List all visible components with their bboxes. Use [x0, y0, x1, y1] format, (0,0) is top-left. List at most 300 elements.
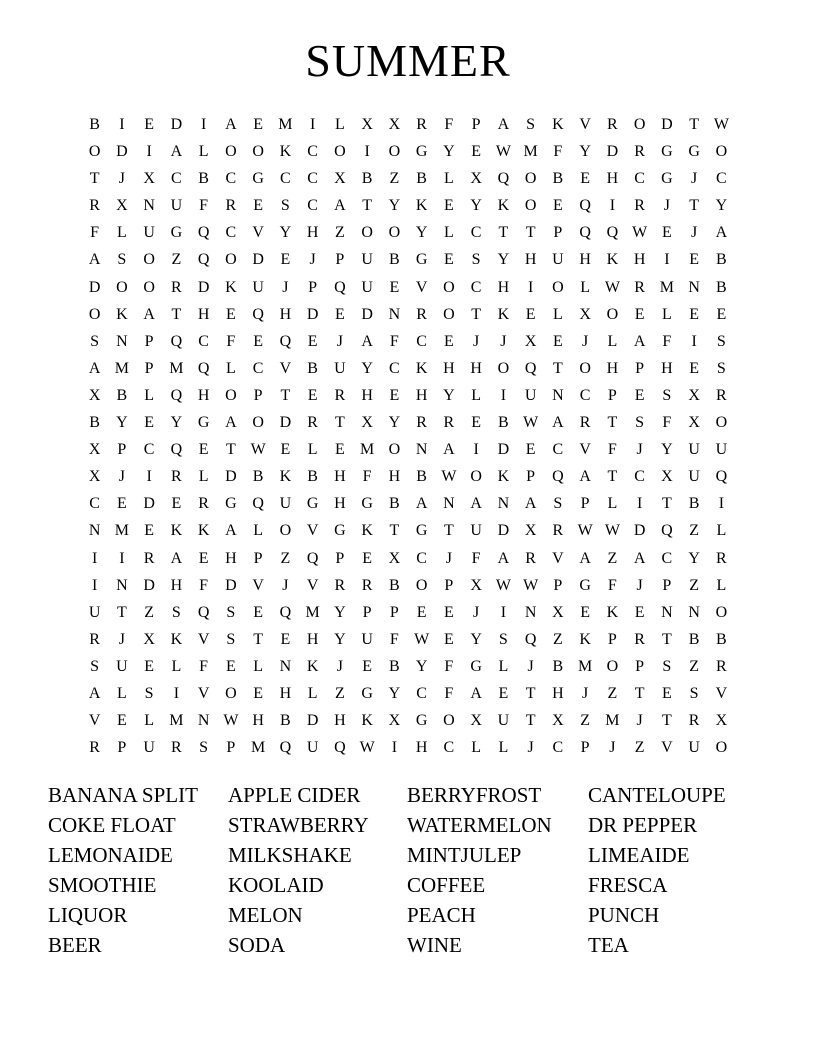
grid-cell: C — [552, 739, 564, 757]
grid-cell: N — [279, 657, 292, 675]
grid-cell: D — [661, 116, 673, 133]
grid-cell: V — [415, 278, 428, 296]
grid-cell: Q — [279, 332, 292, 350]
grid-cell: E — [443, 630, 454, 648]
grid-cell: M — [169, 712, 184, 730]
grid-cell: G — [361, 495, 373, 513]
grid-cell: Y — [415, 224, 428, 242]
grid-cell: B — [688, 495, 700, 513]
grid-cell: B — [389, 657, 400, 675]
grid-cell: X — [552, 712, 564, 730]
grid-cell: E — [116, 712, 127, 730]
grid-cell: H — [252, 712, 264, 730]
grid-cell: B — [688, 630, 700, 648]
grid-cell: G — [361, 684, 373, 702]
grid-cell: X — [524, 332, 537, 350]
word-item: COKE FLOAT — [48, 813, 176, 837]
grid-cell: X — [388, 549, 401, 567]
grid-cell: Y — [715, 197, 728, 215]
grid-cell: P — [553, 576, 563, 594]
grid-cell: L — [471, 386, 482, 404]
grid-cell: Q — [334, 739, 346, 757]
grid-cell: V — [279, 359, 292, 377]
grid-cell: C — [389, 359, 400, 377]
grid-cell: T — [607, 468, 618, 486]
grid-cell: D — [606, 143, 619, 161]
grid-cell: B — [198, 170, 209, 188]
grid-cell: R — [225, 197, 237, 215]
puzzle-title: SUMMER — [305, 35, 511, 86]
grid-cell: S — [90, 657, 100, 675]
grid-cell: V — [88, 712, 101, 730]
grid-cell: I — [636, 495, 643, 513]
grid-cell: E — [307, 332, 318, 350]
grid-cell: F — [90, 224, 100, 242]
grid-cell: E — [334, 305, 345, 323]
grid-cell: L — [661, 305, 672, 323]
grid-cell: U — [143, 739, 155, 757]
grid-cell: I — [473, 441, 479, 459]
grid-cell: G — [415, 251, 428, 269]
grid-cell: X — [470, 170, 482, 188]
grid-cell: A — [334, 197, 346, 215]
grid-cell: U — [497, 712, 510, 730]
grid-cell: Q — [170, 332, 183, 350]
grid-cell: R — [416, 414, 427, 432]
grid-cell: X — [334, 170, 346, 188]
grid-cell: F — [444, 657, 454, 675]
grid-cell: C — [143, 441, 155, 459]
word-item: LIMEAIDE — [588, 843, 690, 867]
grid-cell: S — [226, 603, 236, 621]
grid-cell: I — [718, 495, 725, 513]
grid-cell: P — [144, 332, 154, 350]
grid-cell: H — [470, 359, 482, 377]
grid-cell: O — [497, 359, 510, 377]
grid-cell: L — [225, 359, 236, 377]
grid-cell: A — [143, 305, 155, 323]
grid-cell: M — [251, 739, 266, 757]
grid-cell: E — [198, 441, 209, 459]
grid-cell: C — [634, 170, 645, 188]
grid-cell: Y — [334, 630, 346, 648]
grid-cell: Y — [470, 197, 482, 215]
grid-cell: U — [688, 739, 700, 757]
grid-cell: Q — [524, 359, 537, 377]
grid-cell: K — [497, 305, 510, 323]
grid-cell: U — [170, 197, 183, 215]
grid-cell: Q — [279, 739, 292, 757]
grid-cell: A — [88, 251, 101, 269]
grid-cell: I — [146, 468, 152, 486]
grid-cell: C — [661, 549, 673, 567]
grid-cell: Y — [579, 143, 591, 161]
grid-cell: Q — [279, 603, 292, 621]
grid-cell: B — [716, 630, 727, 648]
grid-cell: P — [662, 576, 672, 594]
grid-cell: J — [582, 332, 589, 350]
grid-cell: R — [634, 197, 645, 215]
grid-cell: H — [279, 684, 292, 702]
grid-cell: R — [416, 116, 427, 133]
grid-cell: J — [691, 224, 698, 242]
grid-cell: N — [688, 278, 700, 296]
grid-cell: P — [226, 739, 236, 757]
grid-cell: I — [119, 549, 125, 567]
grid-cell: X — [661, 468, 673, 486]
grid-cell: A — [170, 143, 183, 161]
grid-cell: E — [253, 603, 264, 621]
grid-cell: Z — [144, 603, 155, 621]
grid-cell: N — [443, 495, 455, 513]
grid-cell: S — [662, 386, 672, 404]
grid-cell: F — [362, 468, 372, 486]
grid-cell: S — [498, 630, 508, 648]
grid-cell: H — [197, 386, 210, 404]
grid-cell: E — [280, 251, 291, 269]
grid-cell: C — [716, 170, 727, 188]
grid-cell: Z — [607, 684, 618, 702]
grid-cell: V — [306, 522, 319, 540]
grid-cell: N — [552, 386, 564, 404]
grid-cell: U — [334, 359, 346, 377]
grid-cell: W — [414, 630, 430, 648]
grid-cell: E — [525, 441, 536, 459]
grid-cell: S — [90, 332, 100, 350]
grid-cell: Y — [170, 414, 183, 432]
grid-cell: Q — [579, 197, 591, 215]
grid-cell: C — [225, 224, 237, 242]
grid-cell: H — [361, 386, 373, 404]
grid-cell: V — [579, 441, 591, 459]
grid-cell: E — [634, 386, 645, 404]
grid-cell: K — [225, 278, 237, 296]
grid-cell: A — [443, 441, 455, 459]
grid-cell: E — [443, 197, 454, 215]
grid-cell: Y — [279, 224, 292, 242]
grid-cell: E — [253, 332, 264, 350]
grid-cell: A — [579, 468, 591, 486]
grid-cell: T — [661, 495, 672, 513]
grid-cell: C — [634, 468, 645, 486]
grid-cell: D — [497, 522, 510, 540]
grid-cell: L — [498, 657, 509, 675]
grid-cell: E — [443, 332, 454, 350]
grid-cell: Q — [197, 251, 210, 269]
grid-cell: X — [143, 170, 155, 188]
grid-cell: S — [662, 657, 672, 675]
grid-cell: D — [143, 495, 155, 513]
grid-cell: O — [524, 197, 537, 215]
grid-cell: B — [498, 414, 509, 432]
grid-cell: A — [88, 684, 101, 702]
grid-cell: U — [361, 251, 373, 269]
grid-cell: U — [470, 522, 482, 540]
grid-cell: L — [443, 224, 454, 242]
grid-cell: B — [389, 576, 400, 594]
grid-cell: Z — [689, 522, 700, 540]
grid-cell: O — [715, 603, 728, 621]
grid-cell: E — [144, 522, 155, 540]
grid-cell: U — [715, 441, 728, 459]
grid-cell: E — [689, 359, 700, 377]
grid-cell: D — [497, 441, 510, 459]
grid-cell: T — [689, 116, 700, 133]
grid-cell: R — [525, 549, 536, 567]
grid-cell: Q — [170, 386, 183, 404]
word-item: PUNCH — [588, 903, 660, 927]
grid-cell: C — [89, 495, 100, 513]
grid-cell: L — [171, 657, 182, 675]
grid-cell: O — [388, 143, 401, 161]
grid-cell: Y — [388, 197, 401, 215]
grid-cell: B — [280, 712, 291, 730]
grid-cell: W — [604, 522, 620, 540]
grid-cell: P — [308, 278, 318, 296]
grid-cell: O — [225, 386, 237, 404]
grid-cell: R — [634, 630, 645, 648]
grid-cell: W — [523, 576, 539, 594]
grid-cell: E — [253, 684, 264, 702]
grid-cell: T — [362, 197, 373, 215]
grid-cell: X — [88, 468, 101, 486]
grid-cell: L — [253, 657, 264, 675]
grid-cell: D — [197, 278, 210, 296]
grid-cell: D — [88, 278, 101, 296]
grid-cell: X — [116, 197, 128, 215]
grid-cell: W — [495, 143, 511, 161]
grid-cell: E — [225, 657, 236, 675]
word-item: PEACH — [407, 903, 476, 927]
grid-cell: N — [197, 712, 210, 730]
grid-cell: A — [415, 495, 428, 513]
grid-cell: T — [607, 414, 618, 432]
grid-cell: M — [360, 441, 375, 459]
grid-cell: H — [579, 251, 591, 269]
grid-cell: E — [362, 657, 373, 675]
grid-cell: T — [253, 630, 264, 648]
grid-cell: C — [307, 143, 318, 161]
grid-cell: B — [116, 386, 128, 404]
grid-cell: X — [388, 712, 401, 730]
grid-cell: O — [606, 305, 619, 323]
grid-cell: T — [443, 522, 454, 540]
grid-cell: P — [253, 549, 263, 567]
grid-cell: R — [716, 386, 727, 404]
grid-cell: C — [416, 684, 427, 702]
grid-cell: K — [197, 522, 210, 540]
grid-cell: R — [416, 305, 427, 323]
grid-cell: R — [443, 414, 455, 432]
grid-cell: T — [225, 441, 236, 459]
grid-cell: L — [334, 116, 345, 133]
grid-cell: J — [118, 630, 125, 648]
grid-cell: N — [143, 197, 155, 215]
grid-cell: T — [525, 224, 536, 242]
grid-cell: Q — [524, 630, 537, 648]
grid-cell: S — [226, 630, 236, 648]
grid-cell: O — [225, 251, 237, 269]
grid-cell: M — [114, 359, 129, 377]
grid-cell: J — [118, 170, 125, 188]
grid-cell: F — [444, 116, 454, 133]
grid-cell: K — [497, 468, 510, 486]
grid-cell: X — [361, 414, 373, 432]
grid-cell: O — [715, 143, 728, 161]
grid-cell: H — [334, 495, 346, 513]
grid-cell: C — [416, 549, 427, 567]
grid-cell: G — [334, 522, 346, 540]
grid-cell: C — [280, 170, 291, 188]
grid-cell: O — [252, 143, 264, 161]
grid-cell: V — [197, 630, 210, 648]
grid-cell: E — [362, 549, 373, 567]
grid-cell: L — [607, 332, 618, 350]
grid-cell: R — [171, 468, 182, 486]
grid-cell: Y — [443, 143, 455, 161]
grid-cell: Y — [388, 684, 401, 702]
grid-cell: V — [252, 576, 264, 594]
grid-cell: U — [279, 495, 292, 513]
grid-cell: W — [441, 468, 457, 486]
grid-cell: P — [607, 386, 617, 404]
word-item: KOOLAID — [228, 873, 324, 897]
grid-cell: J — [282, 278, 289, 296]
grid-cell: P — [553, 224, 563, 242]
word-item: BERRYFROST — [407, 783, 542, 807]
grid-cell: M — [523, 143, 538, 161]
grid-cell: F — [226, 332, 236, 350]
grid-cell: G — [170, 224, 183, 242]
grid-cell: P — [607, 630, 617, 648]
grid-cell: C — [307, 170, 318, 188]
grid-cell: H — [552, 684, 564, 702]
grid-cell: Y — [361, 359, 373, 377]
grid-cell: O — [579, 359, 591, 377]
grid-cell: A — [225, 522, 237, 540]
word-item: APPLE CIDER — [228, 783, 361, 807]
grid-cell: O — [443, 278, 455, 296]
grid-cell: E — [716, 305, 727, 323]
grid-cell: K — [415, 359, 428, 377]
grid-cell: A — [715, 224, 728, 242]
grid-cell: T — [471, 305, 482, 323]
grid-cell: P — [389, 603, 399, 621]
grid-cell: E — [389, 278, 400, 296]
grid-cell: E — [416, 603, 427, 621]
grid-cell: B — [716, 278, 727, 296]
word-item: DR PEPPER — [588, 813, 698, 837]
grid-cell: Z — [334, 224, 345, 242]
grid-cell: D — [279, 414, 292, 432]
grid-cell: H — [225, 549, 237, 567]
grid-cell: R — [143, 549, 155, 567]
grid-cell: K — [170, 522, 183, 540]
grid-cell: X — [388, 116, 401, 133]
grid-cell: D — [116, 143, 128, 161]
grid-cell: J — [636, 576, 643, 594]
grid-cell: P — [117, 739, 127, 757]
grid-cell: I — [527, 278, 534, 296]
grid-cell: E — [144, 414, 155, 432]
grid-cell: Y — [497, 251, 510, 269]
grid-cell: U — [88, 603, 101, 621]
grid-cell: X — [524, 522, 537, 540]
grid-cell: F — [199, 197, 209, 215]
grid-cell: R — [198, 495, 209, 513]
grid-cell: F — [199, 657, 209, 675]
grid-cell: C — [470, 224, 482, 242]
grid-cell: J — [636, 712, 643, 730]
grid-cell: G — [579, 576, 591, 594]
grid-cell: K — [279, 468, 292, 486]
grid-cell: L — [443, 170, 454, 188]
grid-cell: L — [198, 143, 209, 161]
grid-cell: E — [552, 332, 563, 350]
grid-cell: Y — [388, 414, 401, 432]
grid-cell: A — [361, 332, 373, 350]
grid-cell: H — [279, 305, 292, 323]
grid-cell: H — [306, 224, 319, 242]
grid-cell: M — [578, 657, 593, 675]
grid-cell: P — [144, 359, 154, 377]
grid-cell: H — [606, 170, 619, 188]
grid-cell: P — [635, 359, 645, 377]
grid-cell: G — [661, 170, 673, 188]
grid-cell: C — [416, 332, 427, 350]
grid-cell: K — [552, 116, 564, 133]
grid-cell: N — [116, 576, 128, 594]
grid-cell: I — [91, 576, 98, 594]
grid-cell: U — [688, 441, 700, 459]
grid-cell: L — [144, 386, 155, 404]
grid-cell: T — [498, 224, 509, 242]
grid-cell: B — [552, 170, 564, 188]
grid-cell: Y — [116, 414, 128, 432]
grid-cell: H — [197, 305, 210, 323]
grid-cell: S — [117, 251, 127, 269]
grid-cell: X — [715, 712, 728, 730]
grid-cell: G — [470, 657, 482, 675]
grid-cell: C — [552, 441, 564, 459]
grid-cell: N — [524, 603, 537, 621]
grid-cell: I — [173, 684, 180, 702]
grid-cell: X — [88, 386, 101, 404]
grid-cell: H — [443, 359, 455, 377]
grid-cell: O — [715, 739, 728, 757]
grid-cell: B — [716, 251, 727, 269]
grid-cell: M — [605, 712, 620, 730]
grid-cell: N — [388, 305, 401, 323]
grid-cell: B — [389, 495, 400, 513]
grid-cell: D — [225, 468, 237, 486]
grid-cell: R — [716, 657, 727, 675]
word-item: LEMONAIDE — [48, 843, 173, 867]
grid-cell: I — [664, 251, 670, 269]
grid-cell: I — [309, 116, 316, 133]
grid-cell: G — [415, 143, 428, 161]
grid-cell: Z — [607, 549, 618, 567]
grid-cell: L — [307, 684, 318, 702]
grid-cell: E — [471, 414, 482, 432]
grid-cell: E — [661, 224, 672, 242]
grid-cell: E — [198, 549, 209, 567]
grid-cell: O — [361, 224, 373, 242]
grid-cell: O — [470, 468, 482, 486]
grid-cell: Z — [689, 576, 700, 594]
grid-cell: U — [524, 386, 537, 404]
grid-cell: F — [199, 576, 209, 594]
